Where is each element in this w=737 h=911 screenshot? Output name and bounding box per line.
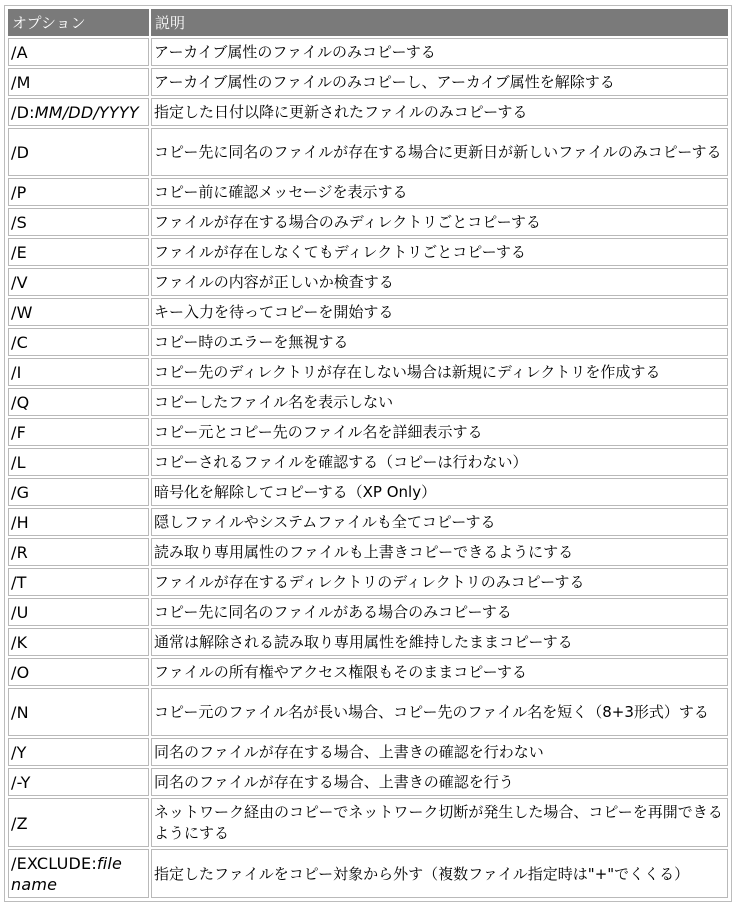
description-cell: コピー先のディレクトリが存在しない場合は新規にディレクトリを作成する xyxy=(151,358,728,386)
option-cell: /V xyxy=(8,268,149,296)
header-row xyxy=(8,9,728,36)
table-row xyxy=(8,628,728,656)
description-cell: 指定したファイルをコピー対象から外す（複数ファイル指定時は"+"でくくる） xyxy=(151,849,728,898)
option-cell: /M xyxy=(8,68,149,96)
description-cell: コピー前に確認メッセージを表示する xyxy=(151,178,728,206)
table-row xyxy=(8,478,728,506)
xcopy-options-table xyxy=(4,5,732,902)
description-cell: コピー先に同名のファイルがある場合のみコピーする xyxy=(151,598,728,626)
option-cell: /P xyxy=(8,178,149,206)
table-row xyxy=(8,268,728,296)
description-cell: アーカイブ属性のファイルのみコピーし、アーカイブ属性を解除する xyxy=(151,68,728,96)
option-cell: /S xyxy=(8,208,149,236)
table-row xyxy=(8,328,728,356)
option-cell: /A xyxy=(8,38,149,66)
table-row xyxy=(8,448,728,476)
description-cell: ファイルが存在するディレクトリのディレクトリのみコピーする xyxy=(151,568,728,596)
option-cell: /K xyxy=(8,628,149,656)
option-cell: /N xyxy=(8,688,149,736)
description-cell: コピーしたファイル名を表示しない xyxy=(151,388,728,416)
header-description: 説明 xyxy=(151,9,728,36)
description-cell: コピー先に同名のファイルが存在する場合に更新日が新しいファイルのみコピーする xyxy=(151,128,728,176)
option-cell xyxy=(8,849,149,898)
option-cell: /G xyxy=(8,478,149,506)
option-cell: /Q xyxy=(8,388,149,416)
table-row xyxy=(8,238,728,266)
option-cell: /C xyxy=(8,328,149,356)
table-row xyxy=(8,598,728,626)
description-cell: ファイルが存在する場合のみディレクトリごとコピーする xyxy=(151,208,728,236)
option-cell: /U xyxy=(8,598,149,626)
table-row xyxy=(8,298,728,326)
description-cell: ファイルの所有権やアクセス権限もそのままコピーする xyxy=(151,658,728,686)
table-row xyxy=(8,568,728,596)
description-cell: ファイルが存在しなくてもディレクトリごとコピーする xyxy=(151,238,728,266)
table-row xyxy=(8,738,728,766)
option-cell: /F xyxy=(8,418,149,446)
description-cell: 指定した日付以降に更新されたファイルのみコピーする xyxy=(151,98,728,126)
option-cell: /Z xyxy=(8,798,149,847)
option-cell: /D xyxy=(8,128,149,176)
table-row xyxy=(8,98,728,126)
table-row xyxy=(8,508,728,536)
table-row xyxy=(8,688,728,736)
description-cell: 同名のファイルが存在する場合、上書きの確認を行わない xyxy=(151,738,728,766)
description-cell: コピー時のエラーを無視する xyxy=(151,328,728,356)
table-row xyxy=(8,128,728,176)
description-cell: キー入力を待ってコピーを開始する xyxy=(151,298,728,326)
option-prefix: /EXCLUDE: xyxy=(11,854,97,873)
option-cell xyxy=(8,98,149,126)
option-cell: /Y xyxy=(8,738,149,766)
option-cell: /O xyxy=(8,658,149,686)
table-row xyxy=(8,768,728,796)
description-cell: 通常は解除される読み取り専用属性を維持したままコピーする xyxy=(151,628,728,656)
description-cell: コピーされるファイルを確認する（コピーは行わない） xyxy=(151,448,728,476)
option-prefix: /D: xyxy=(11,103,35,122)
description-cell: アーカイブ属性のファイルのみコピーする xyxy=(151,38,728,66)
table-row xyxy=(8,538,728,566)
table-row xyxy=(8,418,728,446)
description-cell: 隠しファイルやシステムファイルも全てコピーする xyxy=(151,508,728,536)
table-row xyxy=(8,849,728,898)
table-row xyxy=(8,178,728,206)
description-cell: 同名のファイルが存在する場合、上書きの確認を行う xyxy=(151,768,728,796)
option-cell: /E xyxy=(8,238,149,266)
option-cell: /W xyxy=(8,298,149,326)
option-cell: /R xyxy=(8,538,149,566)
table-row xyxy=(8,798,728,847)
description-cell: 暗号化を解除してコピーする（XP Only） xyxy=(151,478,728,506)
option-cell: /I xyxy=(8,358,149,386)
table-row xyxy=(8,68,728,96)
table-row xyxy=(8,208,728,236)
option-cell: /H xyxy=(8,508,149,536)
header-option: オプション xyxy=(8,9,149,36)
option-cell: /T xyxy=(8,568,149,596)
description-cell: 読み取り専用属性のファイルも上書きコピーできるようにする xyxy=(151,538,728,566)
option-cell: /-Y xyxy=(8,768,149,796)
table-row xyxy=(8,38,728,66)
option-param: MM/DD/YYYY xyxy=(34,103,139,122)
option-param: file name xyxy=(11,854,123,894)
description-cell: コピー元とコピー先のファイル名を詳細表示する xyxy=(151,418,728,446)
table-row xyxy=(8,358,728,386)
description-cell: ネットワーク経由のコピーでネットワーク切断が発生した場合、コピーを再開できるようにする xyxy=(151,798,728,847)
table-row xyxy=(8,658,728,686)
options-table xyxy=(6,7,730,900)
table-row xyxy=(8,388,728,416)
option-cell: /L xyxy=(8,448,149,476)
description-cell: ファイルの内容が正しいか検査する xyxy=(151,268,728,296)
description-cell: コピー元のファイル名が長い場合、コピー先のファイル名を短く（8+3形式）する xyxy=(151,688,728,736)
